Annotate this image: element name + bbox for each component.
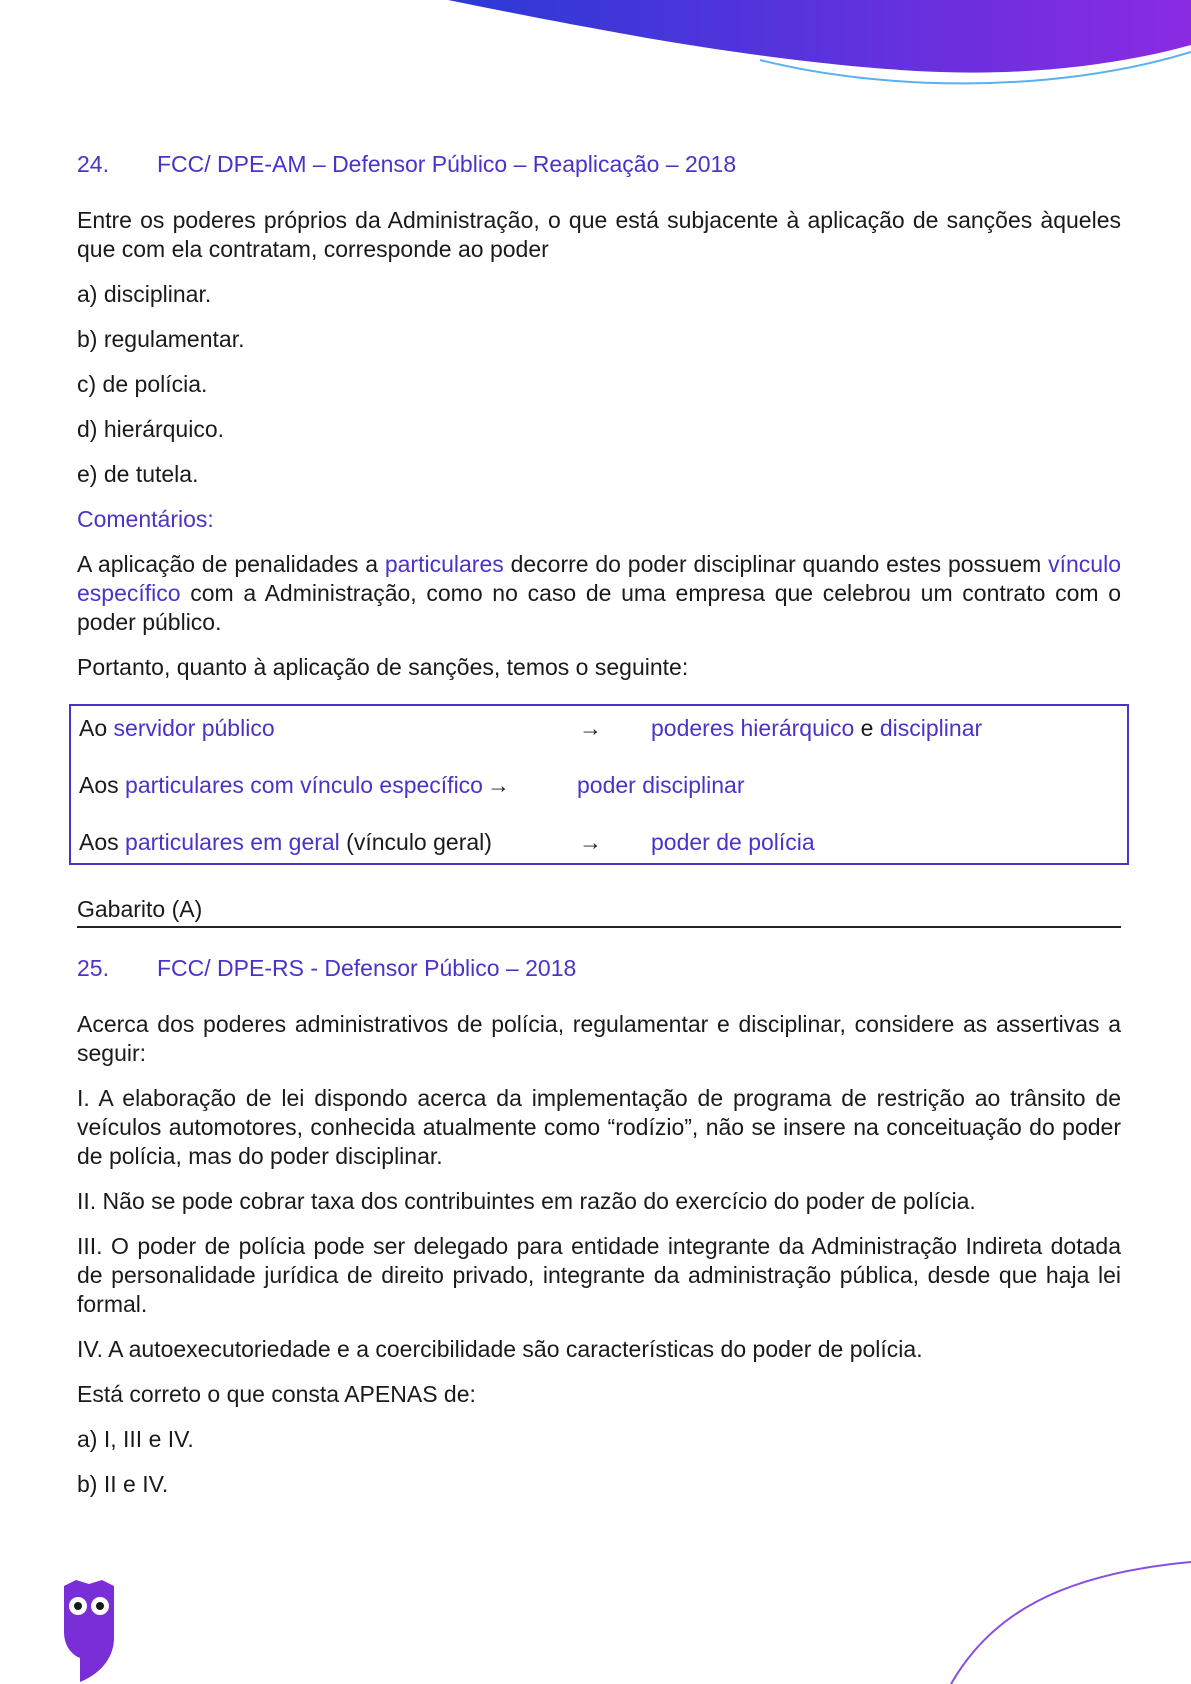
option-e: e) de tutela. — [77, 461, 199, 487]
arrow-icon: → — [486, 772, 510, 798]
question-25-statement: Acerca dos poderes administrativos de polícia, regulamentar e disciplinar, considere as assertivas a seguir: — [77, 1011, 1121, 1066]
assertion-1: I. A elaboração de lei dispondo acerca da implementação de programa de restrição ao trânsito de veículos automotores, conhecida atualmente como “rodízio”, não se insere na conceituação do poder de polícia, mas do poder disciplinar. — [77, 1085, 1121, 1169]
comments-label: Comentários: — [77, 506, 214, 532]
summary-table — [69, 704, 1129, 865]
assertion-3: III. O poder de polícia pode ser delegado para entidade integrante da Administração Indireta dotada de personalidade jurídica de direito privado, integrante da administração pública, desde que haja lei formal. — [77, 1233, 1121, 1317]
option-b: b) II e IV. — [77, 1471, 169, 1497]
option-d: d) hierárquico. — [77, 416, 225, 442]
question-source: FCC/ DPE-RS - Defensor Público – 2018 — [157, 955, 577, 981]
option-a: a) disciplinar. — [77, 281, 212, 307]
assertion-4: IV. A autoexecutoriedade e a coercibilidade são características do poder de polícia. — [77, 1336, 923, 1362]
highlight-particulares: particulares — [384, 551, 504, 577]
highlight-vinculo: vínculo específico — [77, 551, 1121, 606]
option-b: b) regulamentar. — [77, 326, 245, 352]
answer-key: Gabarito (A) — [77, 895, 1121, 928]
bold-aplicacao: aplicação de sanções — [272, 654, 494, 680]
arrow-icon: → — [579, 829, 602, 855]
assertion-2: II. Não se pode cobrar taxa dos contribuintes em razão do exercício do poder de polícia. — [77, 1188, 976, 1214]
question-24-header — [77, 150, 1121, 179]
question-25-prompt: Está correto o que consta APENAS de: — [77, 1381, 476, 1407]
question-number: 24. — [77, 151, 109, 177]
question-24-statement: Entre os poderes próprios da Administração, o que está subjacente à aplicação de sanções àqueles que com ela contratam, corresponde ao poder — [77, 207, 1121, 262]
question-25-header — [77, 954, 1121, 983]
comment-paragraph-2: Portanto, quanto à aplicação de sanções, temos o seguinte: — [77, 654, 689, 680]
table-row: Ao servidor público → poderes hierárquico e disciplinar — [79, 715, 983, 741]
option-c: c) de polícia. — [77, 371, 208, 397]
bottom-curve-decoration — [931, 1554, 1191, 1684]
question-number: 25. — [77, 955, 109, 981]
question-source: FCC/ DPE-AM – Defensor Público – Reaplicação – 2018 — [157, 151, 737, 177]
document-body — [77, 150, 1121, 1499]
arrow-icon: → — [579, 715, 602, 741]
comment-paragraph-1: A aplicação de penalidades a particulares decorre do poder disciplinar quando estes possuem vínculo específico com a Administração, como no caso de uma empresa que celebrou um contrato com o poder público. — [77, 551, 1121, 635]
table-row: Aos particulares com vínculo específico → poder disciplinar — [79, 772, 745, 798]
owl-logo-icon — [60, 1578, 118, 1684]
top-wave-decoration — [0, 0, 1191, 100]
option-a: a) I, III e IV. — [77, 1426, 194, 1452]
table-row: Aos particulares em geral (vínculo geral) → poder de polícia — [79, 829, 815, 855]
